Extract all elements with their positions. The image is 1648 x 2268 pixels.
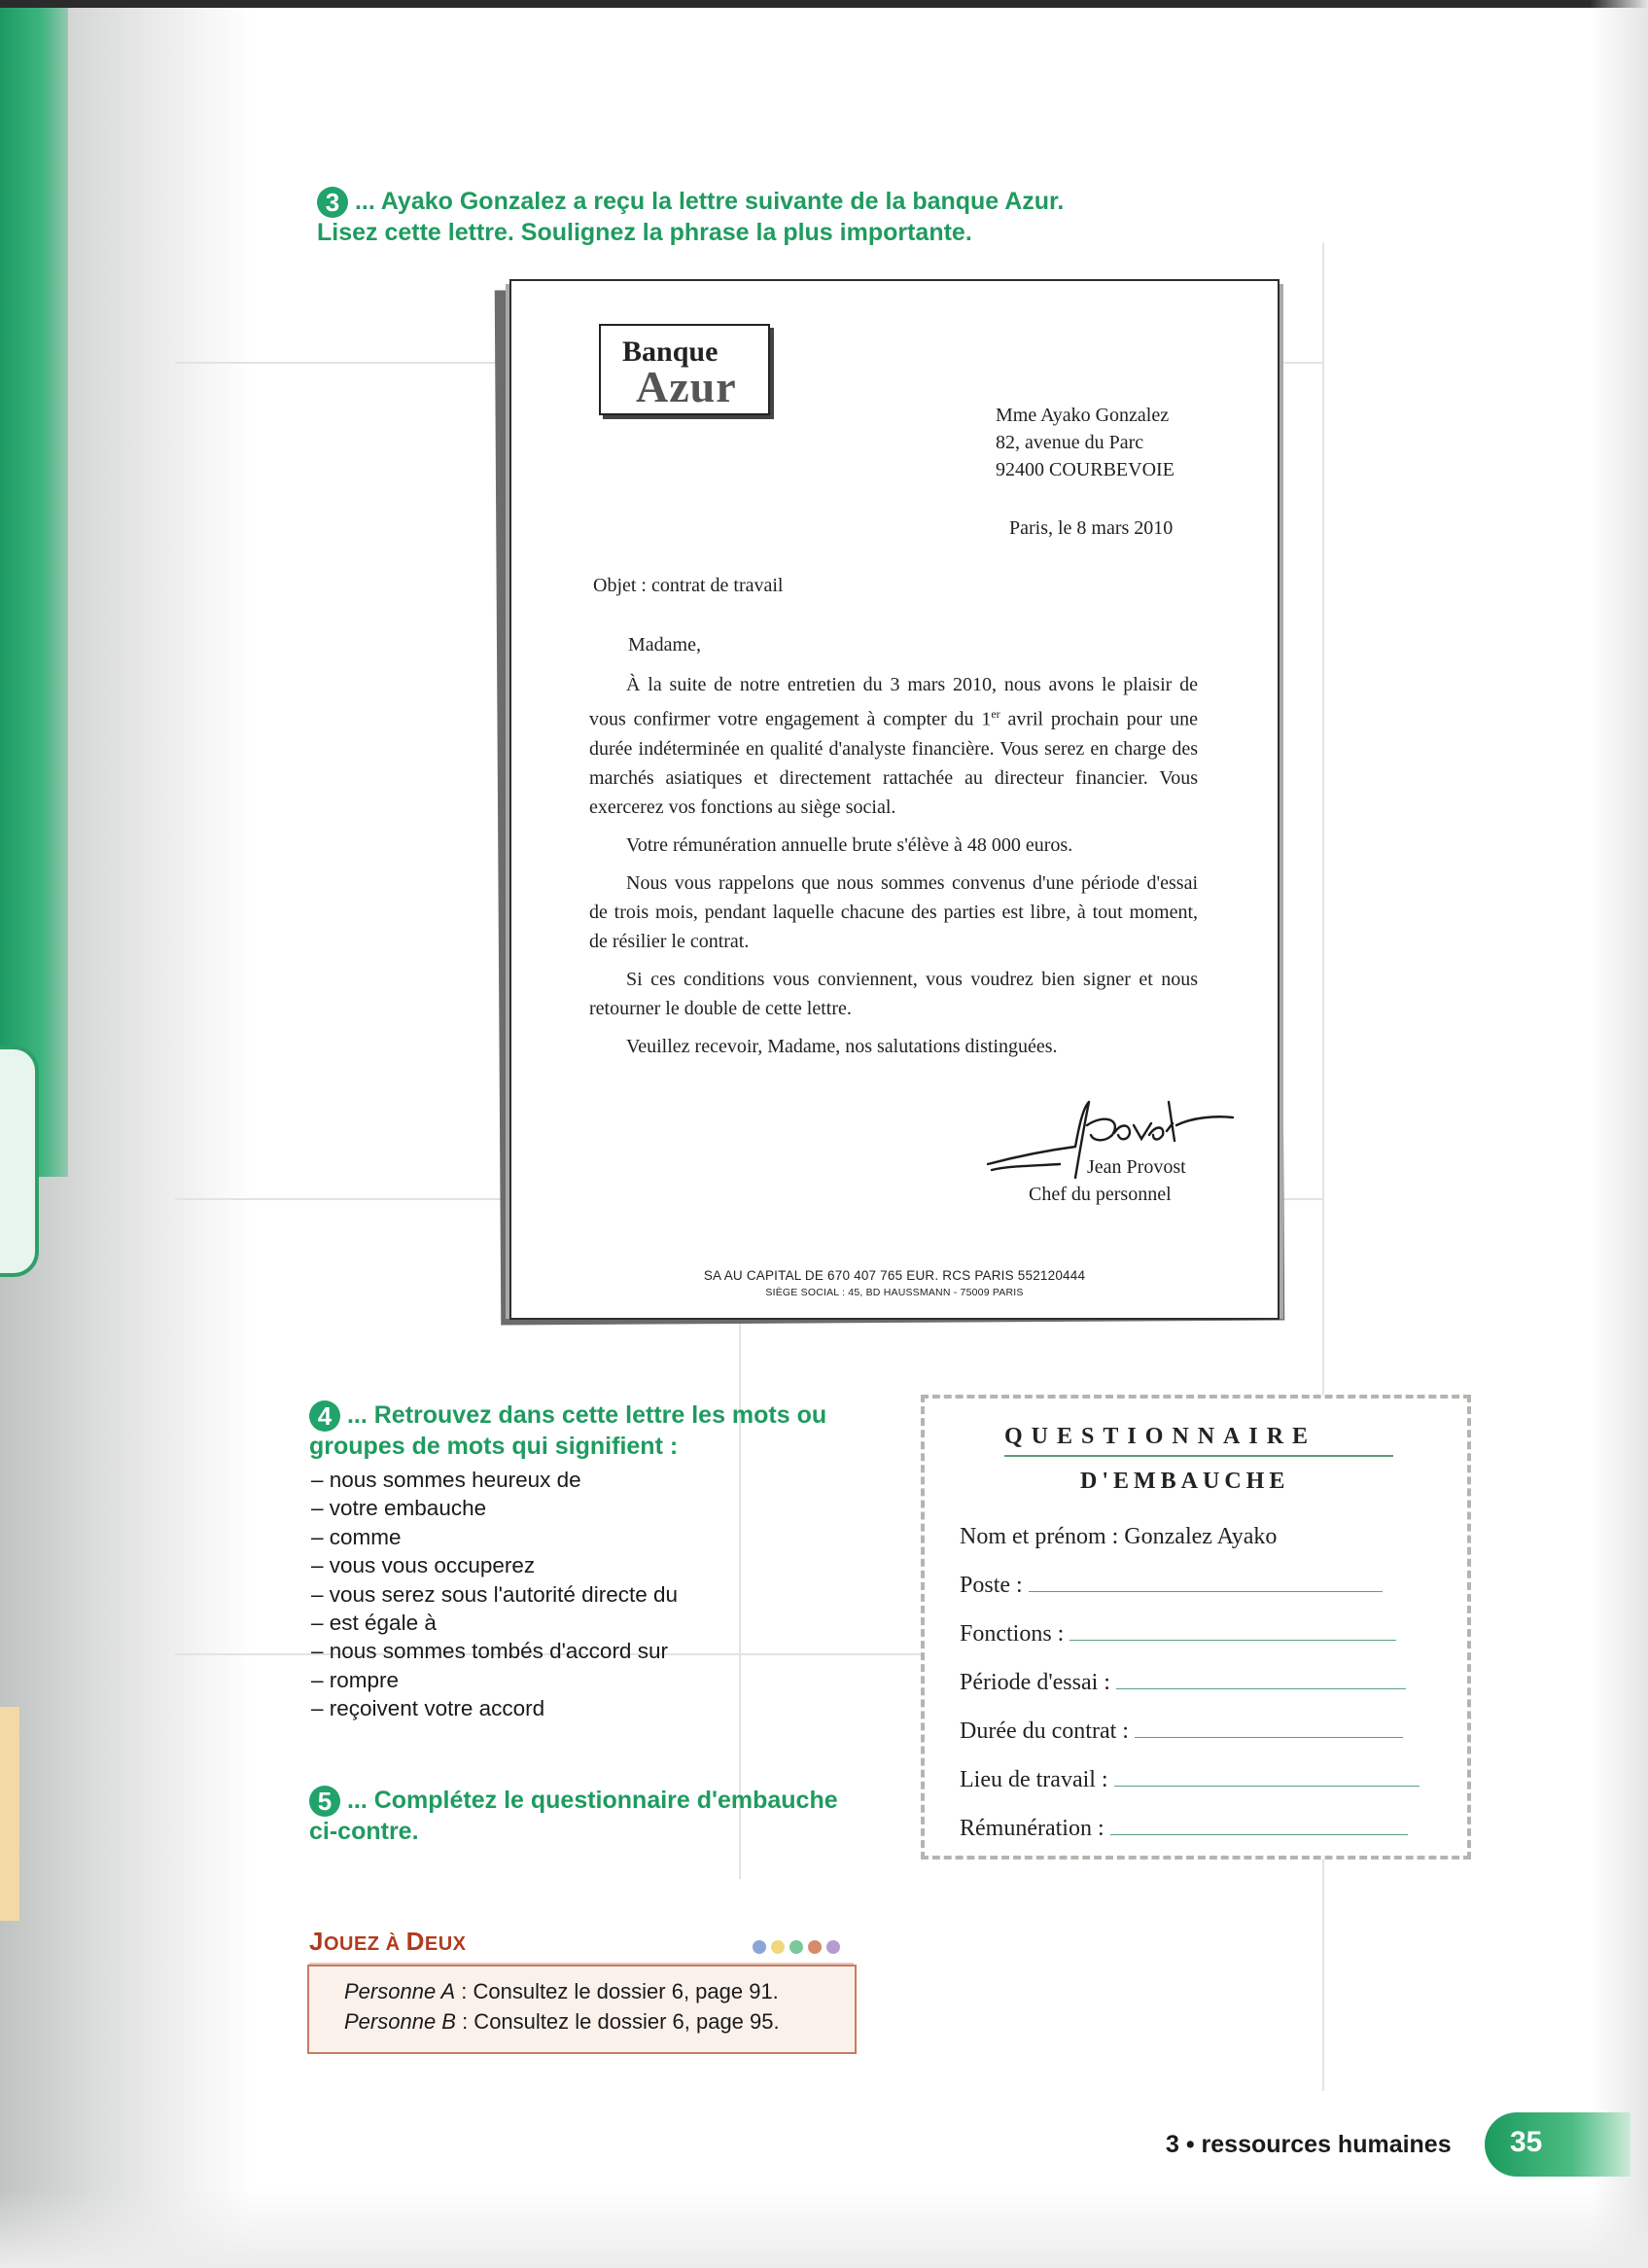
person-b-line: Personne B : Consultez le dossier 6, page 95. xyxy=(344,2009,780,2034)
exercise-5-instruction xyxy=(309,1786,893,1847)
list-item: – rompre xyxy=(311,1666,817,1694)
list-item: – est égale à xyxy=(311,1609,817,1637)
bank-logo xyxy=(599,324,770,415)
exercise-4-line1: ... Retrouvez dans cette lettre les mots ou xyxy=(346,1401,827,1429)
person-a-line: Personne A : Consultez le dossier 6, page 91. xyxy=(344,1979,779,2003)
dot xyxy=(789,1940,803,1954)
synonym-list xyxy=(311,1466,817,1723)
recipient-name: Mme Ayako Gonzalez xyxy=(996,405,1170,426)
field-periode-essai[interactable]: Période d'essai : xyxy=(960,1663,1406,1696)
questionnaire-title: QUESTIONNAIRE xyxy=(1004,1424,1317,1449)
dot xyxy=(771,1940,785,1954)
field-poste[interactable]: Poste : xyxy=(960,1566,1383,1599)
jouez-a-deux-heading: JOUEZ À DEUX xyxy=(309,1927,467,1956)
decorative-dots xyxy=(753,1940,840,1954)
exercise-5-line1: ... Complétez le questionnaire d'embauche xyxy=(346,1787,838,1814)
letter-paragraph: Veuillez recevoir, Madame, nos salutations distinguées. xyxy=(626,1035,1058,1057)
exercise-number-badge: 5 xyxy=(309,1786,340,1817)
dot xyxy=(808,1940,822,1954)
letter-paragraph: Si ces conditions vous conviennent, vous voudrez bien signer et nous retourner le double de cette lettre. xyxy=(589,968,1198,1019)
letter-salutation: Madame, xyxy=(628,634,701,656)
company-legal-info: SA AU CAPITAL DE 670 407 765 EUR. RCS PARIS 552120444 xyxy=(703,1268,1086,1283)
page-number: 35 xyxy=(1510,2126,1543,2158)
exercise-3-line2: Lisez cette lettre. Soulignez la phrase la plus importante. xyxy=(317,219,972,246)
company-head-office: SIÈGE SOCIAL : 45, BD HAUSSMANN - 75009 PARIS xyxy=(765,1287,1024,1298)
bank-letter xyxy=(509,279,1280,1320)
title-underline xyxy=(1004,1455,1393,1457)
list-item: – vous serez sous l'autorité directe du xyxy=(311,1580,817,1609)
chapter-color-tab xyxy=(0,0,68,1177)
recipient-city: 92400 COURBEVOIE xyxy=(996,459,1175,480)
letter-body xyxy=(589,670,1198,1070)
side-color-strip xyxy=(0,1707,19,1921)
letter-date: Paris, le 8 mars 2010 xyxy=(1009,517,1174,539)
chapter-footer: 3 • ressources humaines xyxy=(1166,2131,1452,2158)
page-number-badge xyxy=(1485,2112,1630,2177)
list-item: – nous sommes heureux de xyxy=(311,1466,817,1494)
field-fonctions[interactable]: Fonctions : xyxy=(960,1614,1396,1648)
dot xyxy=(753,1940,766,1954)
exercise-3-line1: ... Ayako Gonzalez a reçu la lettre suivante de la banque Azur. xyxy=(354,188,1065,215)
exercise-5-line2: ci-contre. xyxy=(309,1818,419,1845)
page-right-edge xyxy=(1590,0,1648,2268)
signer-name: Jean Provost xyxy=(1087,1156,1186,1178)
list-item: – reçoivent votre accord xyxy=(311,1694,817,1722)
field-lieu-travail[interactable]: Lieu de travail : xyxy=(960,1760,1420,1793)
letter-paragraph: À la suite de notre entretien du 3 mars 2010, nous avons le plaisir de vous confirmer votre engagement à compter du 1er avril prochain pour une durée indéterminée en qualité d'analyste financière. Vous serez en charge des marchés asiatiques et directement rattachée au directeur financier. Vous exercerez vos fonctions au siège social. xyxy=(589,674,1198,818)
list-item: – vous vous occuperez xyxy=(311,1551,817,1579)
recipient-street: 82, avenue du Parc xyxy=(996,432,1144,453)
questionnaire-subtitle: D'EMBAUCHE xyxy=(1080,1469,1290,1494)
exercise-number-badge: 3 xyxy=(317,187,348,218)
exercise-number-badge: 4 xyxy=(309,1400,340,1432)
scan-bottom-edge xyxy=(0,2188,1648,2268)
field-name: Nom et prénom : Gonzalez Ayako xyxy=(960,1524,1278,1549)
list-item: – comme xyxy=(311,1523,817,1551)
list-item: – votre embauche xyxy=(311,1494,817,1522)
field-duree-contrat[interactable]: Durée du contrat : xyxy=(960,1712,1403,1745)
exercise-4-instruction xyxy=(309,1400,893,1462)
recipient-address xyxy=(996,402,1175,483)
bank-logo-bottom: Azur xyxy=(636,362,737,411)
hiring-questionnaire xyxy=(921,1395,1471,1860)
dot xyxy=(826,1940,840,1954)
letter-paragraph: Nous vous rappelons que nous sommes convenus d'une période d'essai de trois mois, pendant laquelle chacune des parties est libre, à tout moment, de résilier le contrat. xyxy=(589,871,1198,952)
scan-top-edge xyxy=(0,0,1648,8)
role-play-box xyxy=(307,1965,857,2054)
signer-title: Chef du personnel xyxy=(1029,1184,1172,1205)
letter-paragraph: Votre rémunération annuelle brute s'élève à 48 000 euros. xyxy=(626,833,1073,856)
letter-object: Objet : contrat de travail xyxy=(593,575,784,596)
exercise-4-line2: groupes de mots qui signifient : xyxy=(309,1433,679,1460)
chapter-tab-notch xyxy=(0,1045,39,1277)
field-remuneration[interactable]: Rémunération : xyxy=(960,1809,1408,1842)
bank-logo-top: Banque xyxy=(622,336,719,368)
list-item: – nous sommes tombés d'accord sur xyxy=(311,1637,817,1665)
exercise-3-instruction xyxy=(317,187,1192,248)
